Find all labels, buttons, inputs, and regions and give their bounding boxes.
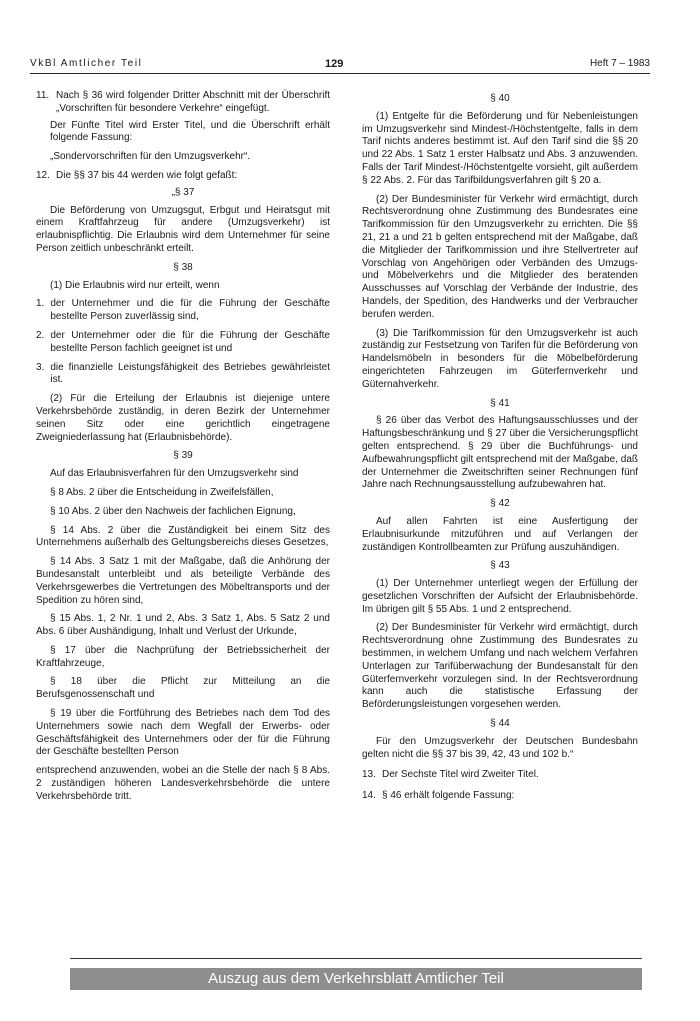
item-text: Nach § 36 wird folgender Dritter Abschnitt mit der Überschrift „Vorschriften für besondere Verkehre“ eingefügt. bbox=[56, 90, 330, 114]
list-item: § 14 Abs. 2 über die Zuständigkeit bei einem Sitz des Unternehmens außerhalb des Geltungsbereichs dieses Gesetzes, bbox=[36, 524, 330, 549]
section-heading: § 38 bbox=[173, 261, 193, 273]
footer-banner: Auszug aus dem Verkehrsblatt Amtlicher Teil bbox=[70, 968, 642, 990]
list-item: § 17 über die Nachprüfung der Betriebssicherheit der Kraftfahrzeuge, bbox=[36, 644, 330, 669]
list-item: § 19 über die Fortführung des Betriebes nach dem Tod des Unternehmers sowie nach dem Wegfall der Erwerbs- oder Geschäftsfähigkeit des Unternehmers oder der für die Führung der Geschäfte bestellten Person bbox=[36, 708, 330, 758]
item-number: 13. bbox=[362, 769, 376, 781]
section-heading: § 41 bbox=[490, 397, 510, 409]
list-item bbox=[36, 170, 330, 183]
section-heading: § 43 bbox=[490, 560, 510, 572]
item-text: der Unternehmer und die für die Führung der Geschäfte bestellte Person zuverlässig sind, bbox=[50, 298, 330, 323]
item-text: die finanzielle Leistungsfähigkeit des Betriebes gewährleistet ist. bbox=[50, 361, 330, 386]
list-item bbox=[36, 90, 330, 116]
list-item: § 8 Abs. 2 über die Entscheidung in Zweifelsfällen, bbox=[50, 486, 274, 498]
paragraph: Die Beförderung von Umzugsgut, Erbgut und Heiratsgut mit einem Kraftfahrzeug für andere (Umzugsverkehr) ist erlaubnispflichtig. Die Erlaubnis wird dem Unternehmer für seine Person zeitlich unbeschränkt erteilt. bbox=[36, 204, 330, 254]
paragraph: Für den Umzugsverkehr der Deutschen Bundesbahn gelten nicht die §§ 37 bis 39, 42, 43 und 102 b.“ bbox=[362, 735, 638, 760]
paragraph: Auf das Erlaubnisverfahren für den Umzugsverkehr sind bbox=[50, 468, 299, 480]
section-heading: § 42 bbox=[490, 498, 510, 510]
item-text: § 46 erhält folgende Fassung: bbox=[382, 790, 515, 802]
left-column bbox=[36, 90, 330, 810]
page-number: 129 bbox=[325, 58, 344, 70]
list-item bbox=[36, 330, 330, 356]
item-number: 11. bbox=[36, 90, 50, 101]
paragraph: Der Fünfte Titel wird Erster Titel, und die Überschrift erhält folgende Fassung: bbox=[50, 119, 330, 144]
paragraph: (1) Die Erlaubnis wird nur erteilt, wenn bbox=[50, 279, 220, 291]
list-item bbox=[36, 298, 330, 324]
issue-label: Heft 7 – 1983 bbox=[589, 58, 650, 69]
item-number: 2. bbox=[36, 329, 45, 341]
item-text: der Unternehmer oder die für die Führung der Geschäfte bestellte Person fachlich geeignet ist und bbox=[50, 329, 330, 354]
paragraph: (2) Für die Erteilung der Erlaubnis ist diejenige untere Verkehrsbehörde zuständig, in deren Bezirk der Unternehmer seinen Sitz oder eine gerichtlich eingetragene Zweigniederlassung hat (Erlaubnisbehörde). bbox=[36, 393, 330, 443]
list-item: § 10 Abs. 2 über den Nachweis der fachlichen Eignung, bbox=[50, 505, 296, 517]
item-text: Die §§ 37 bis 44 werden wie folgt gefaßt: bbox=[56, 169, 238, 181]
section-heading: „§ 37 bbox=[171, 186, 195, 198]
section-heading: § 40 bbox=[490, 93, 510, 104]
header-rule bbox=[30, 73, 650, 74]
paragraph: (2) Der Bundesminister für Verkehr wird ermächtigt, durch Rechtsverordnung ohne Zustimmung des Bundesrates zu bestimmen, in welchem Umfang und nach welchem Verfahren Unterlagen zur Tarifüberwachung der Bundesanstalt für den Güterfernverkehr vorzulegen sind. In der Rechtsverordnung kann auch die statistische Erfassung der Beförderungsleistungen vorgesehen werden. bbox=[362, 622, 638, 711]
right-column bbox=[362, 90, 638, 807]
item-number: 12. bbox=[36, 169, 50, 181]
section-heading: § 44 bbox=[490, 718, 510, 730]
paragraph: (2) Der Bundesminister für Verkehr wird ermächtigt, durch Rechtsverordnung ohne Zustimmung des Bundesrates eine Tarifkommission für den Umzugsverkehr zu errichten. Die §§ 21, 21 a und 21 b gelten entsprechend mit der Maßgabe, daß die Mitglieder der Tarifkommission und ihre Stellvertreter auf Vorschlag von Angehörigen oder Verbänden des Umzugs- und Möbelverkehrs und die Mitglieder des beratenden Ausschusses auf Vorschlag der Verbände der Industrie, des Handels, der Spedition, des Handwerks und der Verbraucher berufen werden. bbox=[362, 193, 638, 320]
paragraph: § 26 über das Verbot des Haftungsausschlusses und der Haftungsbeschränkung und § 27 über die Versicherungspflicht gelten entsprechend. § 29 über die Buchführungs- und Aufbewahrungspflicht gilt entsprechend mit der Maßgabe, daß der Unternehmer die Zweitschriften seiner Rechnungen fünf Jahre nach Rechnungsausstellung aufzubewahren hat. bbox=[362, 415, 638, 491]
item-number: 3. bbox=[36, 361, 45, 373]
item-text: Der Sechste Titel wird Zweiter Titel. bbox=[382, 769, 539, 781]
list-item bbox=[362, 769, 638, 782]
list-item bbox=[362, 790, 638, 803]
journal-title: VkBl Amtlicher Teil bbox=[30, 58, 143, 69]
paragraph: entsprechend anzuwenden, wobei an die Stelle der nach § 8 Abs. 2 zuständigen höheren Landesverkehrsbehörde die untere Verkehrsbehörde tritt. bbox=[36, 765, 330, 802]
paragraph: (1) Der Unternehmer unterliegt wegen der Erfüllung der gesetzlichen Vorschriften der Aufsicht der Erlaubnisbehörde. Im übrigen gilt § 55 Abs. 1 und 2 entsprechend. bbox=[362, 578, 638, 615]
list-item: § 18 über die Pflicht zur Mitteilung an die Berufsgenossenschaft und bbox=[36, 676, 330, 701]
item-number: 1. bbox=[36, 298, 45, 310]
paragraph: Auf allen Fahrten ist eine Ausfertigung der Erlaubnisurkunde mitzuführen und auf Verlangen der zuständigen Kontrollbeamten zur Prüfung auszuhändigen. bbox=[362, 515, 638, 553]
list-item: § 14 Abs. 3 Satz 1 mit der Maßgabe, daß die Anhörung der Bundesanstalt unterbleibt und als beteiligte Verbände des Verkehrsgewerbes die Vertretungen des Möbeltransports und der Spedition zu hören sind, bbox=[36, 556, 330, 606]
paragraph: (1) Entgelte für die Beförderung und für Nebenleistungen im Umzugsverkehr sind Mindest-/Höchstentgelte, falls in dem Tarif nichts anderes bestimmt ist. Auf den Tarif sind die §§ 20 und 22 Abs. 1 Satz 1 erster Halbsatz und Abs. 3 anzuwenden. Falls der Tarif Mindest-/Höchstentgelte vorsieht, gilt außerdem § 22 Abs. 2. Für das Tarifbildungsverfahren gilt § 20 a. bbox=[362, 110, 638, 186]
page-header bbox=[30, 58, 650, 72]
section-heading: § 39 bbox=[173, 450, 193, 462]
paragraph: (3) Die Tarifkommission für den Umzugsverkehr ist auch zuständig zur Festsetzung von Tarifen für die Beförderung von Handelsmöbeln in besonders für die Möbelbeförderung eingerichteten Fahrzeugen im Güterfernverkehr und Güternahverkehr. bbox=[362, 327, 638, 390]
list-item bbox=[36, 362, 330, 388]
list-item: § 15 Abs. 1, 2 Nr. 1 und 2, Abs. 3 Satz 1, Abs. 5 Satz 2 und Abs. 6 über Aushändigung, Inhalt und Verlust der Urkunde, bbox=[36, 613, 330, 638]
item-number: 14. bbox=[362, 790, 376, 802]
paragraph: „Sondervorschriften für den Umzugsverkehr“. bbox=[50, 151, 251, 163]
footer-rule bbox=[70, 958, 642, 959]
